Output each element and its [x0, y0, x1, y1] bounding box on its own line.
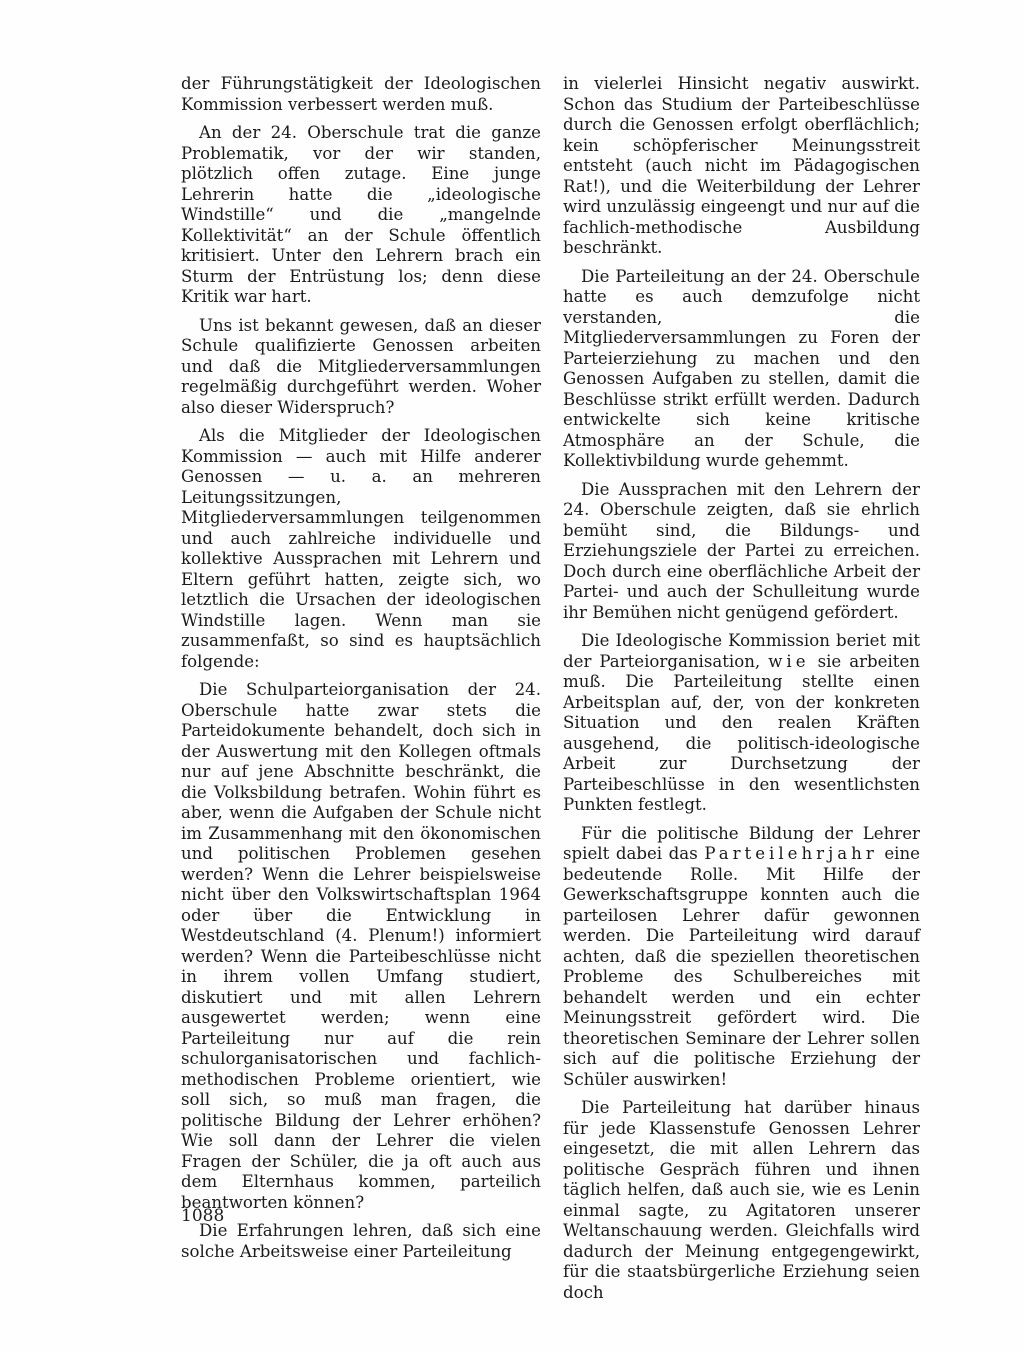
paragraph: Als die Mitglieder der Ideologischen Kommission — auch mit Hilfe anderer Genossen — u. a. an mehreren Leitungssitzungen, Mitgliederversammlungen teilgenommen und auch zahlreiche individuelle und kollektive Aussprachen mit Lehrern und Eltern geführt hatten, zeigte sich, wo letztlich die Ursachen der ideologischen Windstille lagen. Wenn man sie zusammenfaßt, so sind es hauptsächlich folgende:: [181, 426, 541, 671]
emphasized-text: Parteilehrjahr: [704, 844, 878, 863]
paragraph: Die Aussprachen mit den Lehrern der 24. Oberschule zeigten, daß sie ehrlich bemüht sind, die Bildungs- und Erziehungsziele der Partei zu erreichen. Doch durch eine oberflächliche Arbeit der Partei- und auch der Schulleitung wurde ihr Bemühen nicht genügend gefördert.: [563, 479, 920, 622]
paragraph: in vielerlei Hinsicht negativ auswirkt. Schon das Studium der Parteibeschlüsse durch die Genossen erfolgt oberflächlich; kein schöpferischer Meinungsstreit entsteht (auch nicht im Pädagogischen Rat!), und die Weiterbildung der Lehrer wird unzulässig eingeengt und nur auf die fachlich-methodische Ausbildung beschränkt.: [563, 74, 920, 257]
paragraph: [563, 631, 920, 816]
page-number: 1088: [181, 1206, 225, 1226]
text-span: Für die politische Bildung der Lehrer spielt dabei das: [563, 823, 920, 863]
paragraph: der Führungstätigkeit der Ideologischen Kommission verbessert werden muß.: [181, 74, 541, 114]
paragraph: Die Schulparteiorganisation der 24. Oberschule hatte zwar stets die Parteidokumente behandelt, doch sich in der Auswertung mit den Kollegen oftmals nur auf jene Abschnitte beschränkt, die die Volksbildung betrafen. Wohin führt es aber, wenn die Aufgaben der Schule nicht im Zusammenhang mit den ökonomischen und politischen Problemen gesehen werden? Wenn die Lehrer beispielsweise nicht über den Volkswirtschaftsplan 1964 oder über die Entwicklung in Westdeutschland (4. Plenum!) informiert werden? Wenn die Parteibeschlüsse nicht in ihrem vollen Umfang studiert, diskutiert und mit allen Lehrern ausgewertet werden; wenn eine Parteileitung nur auf die rein schulorganisatorischen und fachlich-methodischen Probleme orientiert, wie soll sich, so muß man fragen, die politische Bildung der Lehrer erhöhen? Wie soll dann der Lehrer die vielen Fragen der Schüler, die ja oft auch aus dem Elternhaus kommen, parteilich beantworten können?: [181, 680, 541, 1212]
left-column: [181, 74, 541, 1270]
paragraph: Die Parteileitung hat darüber hinaus für jede Klassenstufe Genossen Lehrer eingesetzt, die mit allen Lehrern das politische Gespräch führen und ihnen täglich helfen, daß auch sie, wie es Lenin einmal sagte, zu Agitatoren unserer Weltanschauung werden. Gleichfalls wird dadurch der Meinung entgegengewirkt, für die staatsbürgerliche Erziehung seien doch: [563, 1098, 920, 1302]
text-span: eine bedeutende Rolle. Mit Hilfe der Gewerkschaftsgruppe konnten auch die parteilosen Lehrer dafür gewonnen werden. Die Parteileitung wird darauf achten, daß die speziellen theoretischen Probleme des Schulbereiches mit behandelt werden und ein echter Meinungsstreit gefördert wird. Die theoretischen Seminare der Lehrer sollen sich auf die politische Erziehung der Schüler auswirken!: [563, 844, 920, 1089]
emphasized-text: wie: [768, 651, 810, 671]
paragraph: An der 24. Oberschule trat die ganze Problematik, vor der wir standen, plötzlich offen zutage. Eine junge Lehrerin hatte die „ideologische Windstille“ und die „mangelnde Kollektivität“ an der Schule öffentlich kritisiert. Unter den Lehrern brach ein Sturm der Entrüstung los; denn diese Kritik war hart.: [181, 123, 541, 306]
right-column: [563, 74, 920, 1311]
paragraph: Die Parteileitung an der 24. Oberschule hatte es auch demzufolge nicht verstanden, die Mitgliederversammlungen zu Foren der Parteierziehung zu machen und den Genossen Aufgaben zu stellen, damit die Beschlüsse strikt erfüllt werden. Dadurch entwickelte sich keine kritische Atmosphäre an der Schule, die Kollektivbildung wurde gehemmt.: [563, 266, 920, 470]
text-span: sie arbeiten muß. Die Parteileitung stellte einen Arbeitsplan auf, der, von der konkreten Situation und den realen Kräften ausgehend, die politisch-ideologische Arbeit zur Durchsetzung der Parteibeschlüsse in den wesentlichsten Punkten festlegt.: [563, 651, 920, 814]
text-span: Die Ideologische Kommission beriet mit der Parteiorganisation,: [563, 631, 920, 671]
paragraph: Die Erfahrungen lehren, daß sich eine solche Arbeitsweise einer Parteileitung: [181, 1221, 541, 1261]
paragraph: Uns ist bekannt gewesen, daß an dieser Schule qualifizierte Genossen arbeiten und daß die Mitgliederversammlungen regelmäßig durchgeführt werden. Woher also dieser Widerspruch?: [181, 315, 541, 417]
paragraph: [563, 824, 920, 1091]
